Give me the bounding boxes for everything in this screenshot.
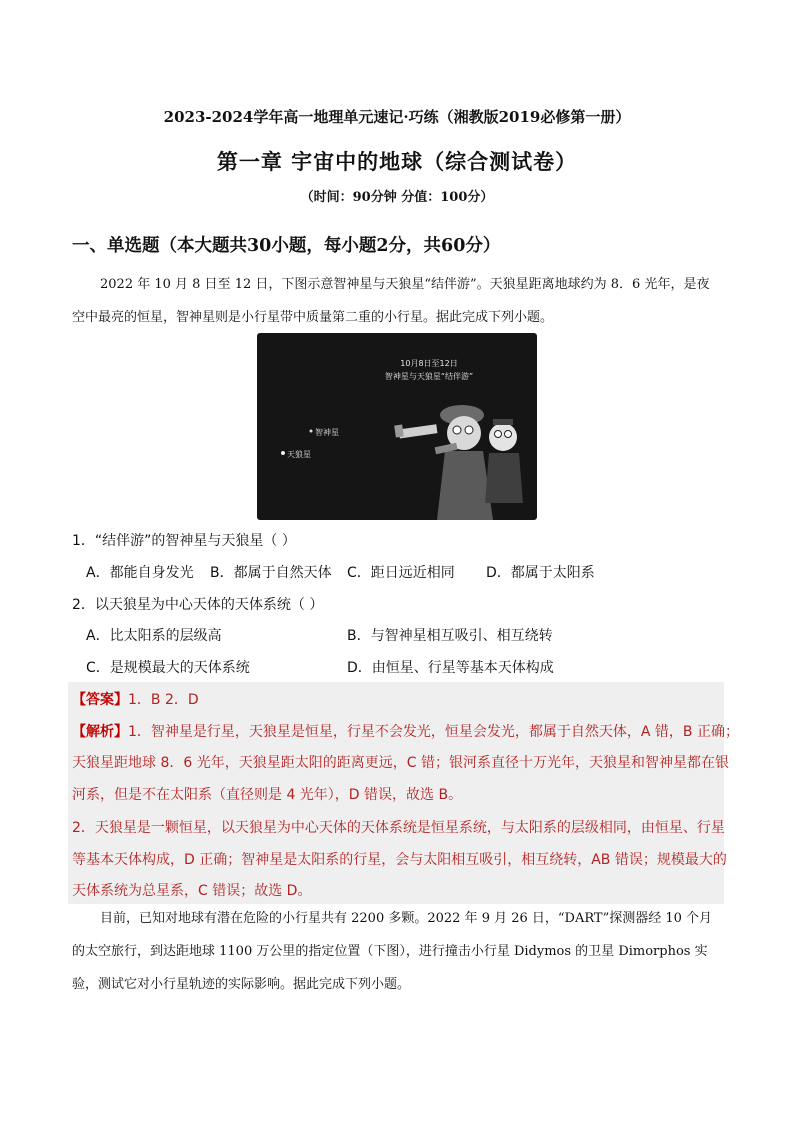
passage-2-line-2: 的太空旅行，到达距地球 1100 万公里的指定位置（下图），进行撞击小行星 Didymos 的卫星 Dimorphos 实 <box>72 944 708 959</box>
passage-2-line-3: 验，测试它对小行星轨迹的实际影响。据此完成下列小题。 <box>72 977 411 992</box>
question-2-stem: 2．以天狼星为中心天体的天体系统（ ） <box>72 597 324 613</box>
document-title: 第一章 宇宙中的地球（综合测试卷） <box>216 149 578 174</box>
passage-2-line-1: 目前，已知对地球有潜在危险的小行星共有 2200 多颗。2022 年 9 月 26 日，“DART”探测器经 10 个月 <box>100 911 713 926</box>
analysis-line-4: 2．天狼星是一颗恒星，以天狼星为中心天体的天体系统是恒星系统，与太阳系的层级相同，由恒星、行星 <box>72 820 725 836</box>
analysis-line-2: 天狼星距地球 8．6 光年，天狼星距太阳的距离更远，C 错；银河系直径十万光年，天狼星和智神星都在银 <box>72 755 729 771</box>
document-subtitle: 2023-2024学年高一地理单元速记·巧练（湘教版2019必修第一册） <box>163 108 631 126</box>
question-2-option-a[interactable]: A．比太阳系的层级高 <box>86 628 222 644</box>
question-2-option-d[interactable]: D．由恒星、行星等基本天体构成 <box>347 660 554 676</box>
question-1-option-c[interactable]: C．距日远近相同 <box>347 565 455 581</box>
question-2-option-c[interactable]: C．是规模最大的天体系统 <box>86 660 250 676</box>
analysis-line-3: 河系，但是不在太阳系（直径则是 4 光年），D 错误，故选 B。 <box>72 787 463 803</box>
answer-line <box>72 689 199 709</box>
answer-text: 1．B 2．D <box>128 692 199 708</box>
analysis-line-6: 天体系统为总星系，C 错误；故选 D。 <box>72 883 312 899</box>
passage-1 <box>72 268 724 334</box>
analysis-tag: 【解析】 <box>72 724 128 740</box>
cartoon-illustration <box>257 333 537 520</box>
exam-meta: （时间：90分钟 分值：100分） <box>300 190 494 205</box>
figure-pallas-sirius <box>257 333 537 520</box>
star-dot-sirius <box>281 451 285 455</box>
question-1-stem: 1．“结伴游”的智神星与天狼星（ ） <box>72 533 296 549</box>
figure-caption-line-2: 智神星与天狼星“结伴游” <box>384 372 474 381</box>
astronomer-figure-icon <box>435 405 493 520</box>
question-1-option-d[interactable]: D．都属于太阳系 <box>486 565 595 581</box>
figure-caption-line-1: 10月8日至12日 <box>400 359 458 368</box>
analysis-text-1: 1．智神星是行星，天狼星是恒星，行星不会发光，恒星会发光，都属于自然天体，A 错，B 正确； <box>128 724 739 740</box>
question-1-option-b[interactable]: B．都属于自然天体 <box>210 565 332 581</box>
passage-1-line-2: 空中最亮的恒星，智神星则是小行星带中质量第二重的小行星。据此完成下列小题。 <box>72 310 554 325</box>
star-dot-pallas <box>310 430 313 433</box>
telescope-icon <box>394 424 437 438</box>
answer-tag: 【答案】 <box>72 692 128 708</box>
question-1-option-a[interactable]: A．都能自身发光 <box>86 565 194 581</box>
label-sirius: 天狼星 <box>287 450 311 459</box>
companion-figure-icon <box>485 419 523 503</box>
analysis-line-5: 等基本天体构成，D 正确；智神星是太阳系的行星，会与太阳相互吸引，相互绕转，AB 错误；规模最大的 <box>72 852 727 868</box>
label-pallas: 智神星 <box>315 428 339 437</box>
question-2-option-b[interactable]: B．与智神星相互吸引、相互绕转 <box>347 628 553 644</box>
passage-2 <box>72 902 724 1001</box>
passage-1-line-1: 2022 年 10 月 8 日至 12 日，下图示意智神星与天狼星“结伴游”。天狼星距离地球约为 8．6 光年，是夜 <box>100 277 710 292</box>
analysis-line-1 <box>72 721 739 741</box>
section-heading: 一、单选题（本大题共30小题，每小题2分，共60分） <box>72 236 501 256</box>
